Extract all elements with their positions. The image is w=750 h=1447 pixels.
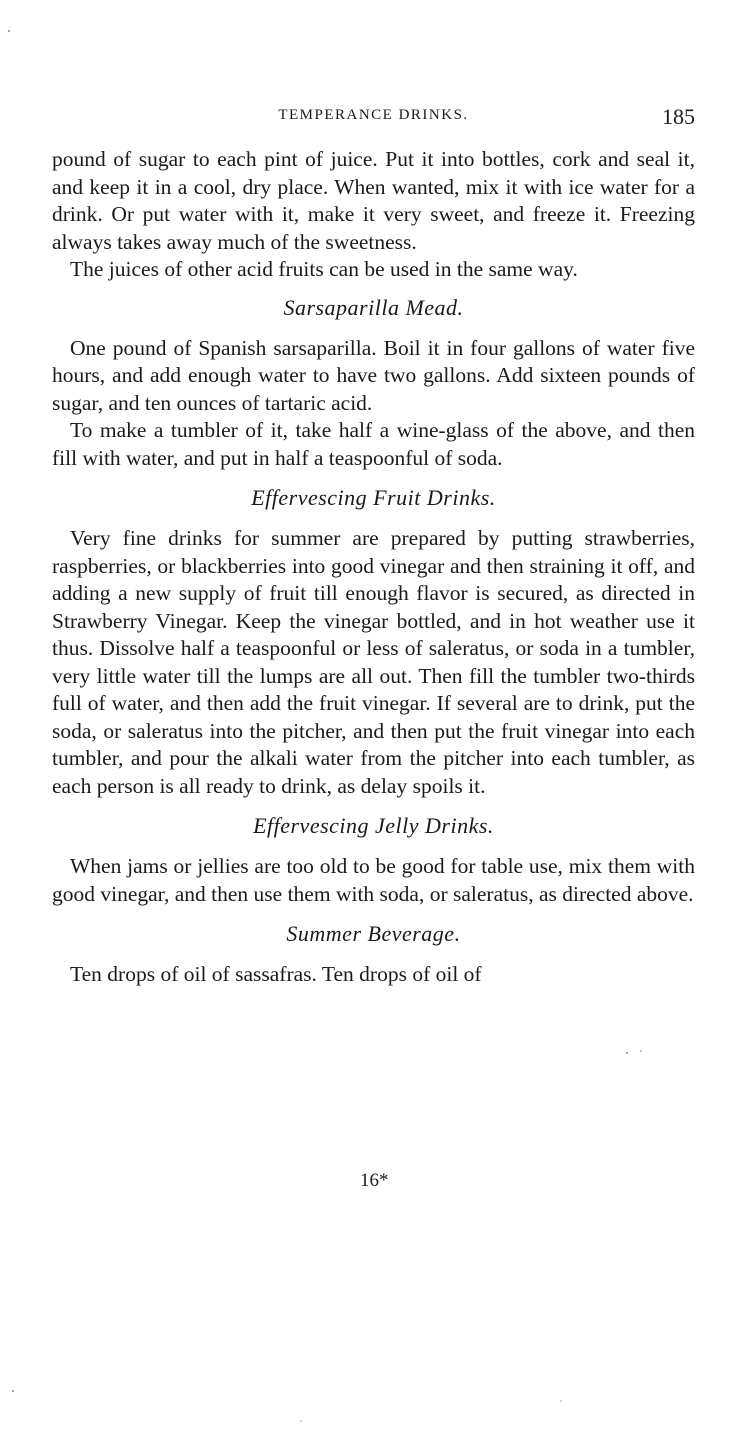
print-speck bbox=[626, 1052, 628, 1054]
print-speck bbox=[560, 1400, 562, 1402]
recipe-heading: Sarsaparilla Mead. bbox=[283, 294, 464, 320]
running-title: TEMPERANCE DRINKS. bbox=[278, 107, 469, 123]
paragraph: The juices of other acid fruits can be used in the same way. bbox=[70, 257, 578, 281]
recipe-heading: Effervescing Jelly Drinks. bbox=[253, 813, 494, 838]
page-number: 185 bbox=[662, 104, 695, 129]
signature-mark: 16* bbox=[360, 1170, 389, 1191]
print-speck bbox=[640, 1050, 642, 1052]
paragraph: When jams or jellies are too old to be good for table use, mix them with good vinegar, and then use them with soda, or saleratus, as directed above. bbox=[52, 854, 695, 906]
body-text bbox=[52, 146, 695, 989]
paragraph: Ten drops of oil of sassafras. Ten drops of oil of bbox=[70, 962, 482, 986]
recipe-heading: Effervescing Fruit Drinks. bbox=[251, 485, 496, 510]
print-speck bbox=[12, 1390, 14, 1392]
paragraph: To make a tumbler of it, take half a wine-glass of the above, and then fill with water, and put in half a teaspoonful of soda. bbox=[52, 418, 695, 470]
print-speck bbox=[300, 1420, 302, 1422]
recipe-heading: Summer Beverage. bbox=[286, 921, 461, 946]
print-speck bbox=[8, 30, 10, 32]
paragraph: One pound of Spanish sarsaparilla. Boil it in four gallons of water five hours, and add enough water to have two gallons. Add sixteen pounds of sugar, and ten ounces of tartaric acid. bbox=[52, 335, 695, 415]
paragraph: Very fine drinks for summer are prepared by putting strawberries, raspberries, or blackberries into good vinegar and then straining it off, and adding a new supply of fruit till enough flavor is secured, as directed in Strawberry Vinegar. Keep the vinegar bottled, and in hot weather use it thus. Dissolve half a teaspoonful or less of saleratus, or soda in a tumbler, very little water till the lumps are all out. Then fill the tumbler two-thirds full of water, and then add the fruit vinegar. If several are to drink, put the soda, or saleratus into the pitcher, and then put the fruit vinegar into each tumbler, and pour the alkali water from the pitcher into each tumbler, as each person is all ready to drink, as delay spoils it. bbox=[52, 526, 695, 798]
paragraph: pound of sugar to each pint of juice. Put it into bottles, cork and seal it, and keep it in a cool, dry place. When wanted, mix it with ice water for a drink. Or put water with it, make it very sweet, and freeze it. Freezing always takes away much of the sweetness. bbox=[52, 147, 695, 254]
running-head bbox=[52, 104, 695, 134]
